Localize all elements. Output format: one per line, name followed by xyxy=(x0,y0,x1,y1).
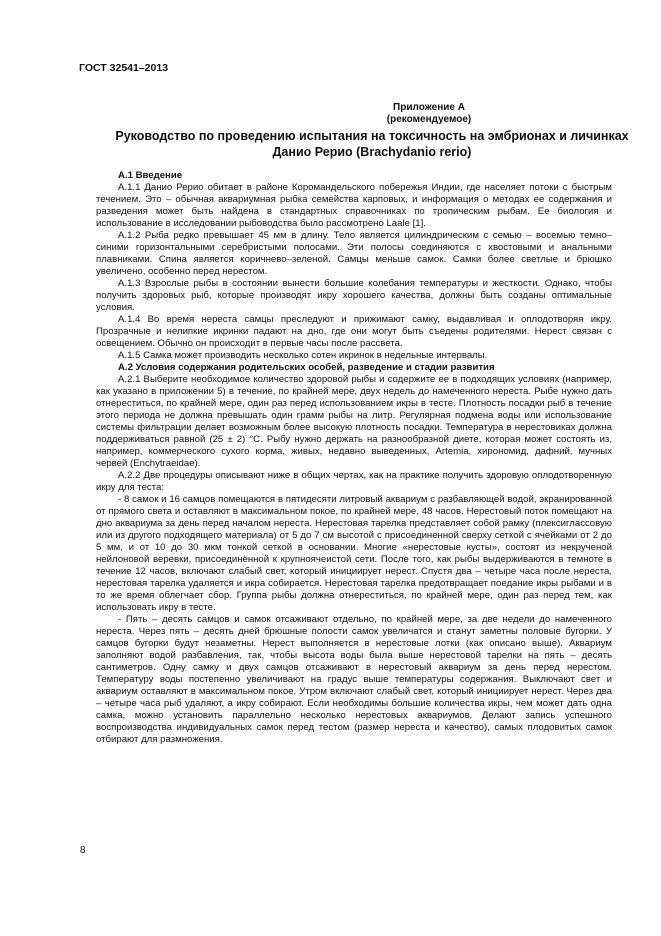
annex-label: Приложение А xyxy=(393,102,465,113)
paragraph-a2-2: А.2.2 Две процедуры описывают ниже в общих чертах, как на практике получить здоровую оплодотворенную икру для теста: xyxy=(96,470,612,493)
annex-title: Руководство по проведению испытания на токсичность на эмбрионах и личинках Данио Рерио (Brachydanio rerio) xyxy=(115,129,629,159)
paragraph-a2-2-procedure-2: - Пять – десять самцов и самок отсаживают отдельно, по крайней мере, за две недели до намеченного нереста. Через пять – десять дней брюшные полости самок увеличатся и станут заметны половые бугорки. У самцов бугорки будут незаметны. Нерест выполняется в нерестовые лотки (как описано выше). Аквариум заполняют водой разбавления, так, чтобы высота воды была выше нерестовой тарелки на пять – десять сантиметров. Одну самку и двух самцов отсаживают в нерестовый аквариум за день перед нерестом. Температуру воды постепенно увеличивают на градус выше температуры содержания. Выключают свет и аквариум оставляют в максимальном покое. Утром включают слабый свет, который инициирует нерест. Через два – четыре часа рыб удаляют, а икру собирают. Если необходимы большие количества икры, чем может дать одна самка, можно установить параллельно несколько нерестовых аквариумов. Делают запись успешного воспроизводства индивидуальных самок перед тестом (размер нереста и качество), самых плодовитых самок отбирают для размножения. xyxy=(96,614,612,745)
annex-header xyxy=(90,102,630,160)
annex-type: (рекомендуемое) xyxy=(386,114,472,125)
document-body xyxy=(96,170,612,746)
paragraph-a2-2-procedure-1: - 8 самок и 16 самцов помещаются в пятидесяти литровый аквариум с разбавляющей водой, экранированной от прямого света и оставляют в максимальном покое, по крайней мере, 48 часов. Нерестовый поток помещают на дно аквариума за день перед началом нереста. Нерестовая тарелка представляет собой рамку (плексигласcовую или из другого подходящего материала) от 5 до 7 см высотой с присоединенной сверху сеткой с ячейками от 2 до 5 мм, и от 10 до 30 мкм тонкой сеткой в основании. Многие «нерестовые кусты», состоят из некрученой нейлоновой веревки, присоединённой к крупноячеистой сети. После того, как рыбы выдерживаются в темноте в течение 12 часов, включают слабый свет, который инициирует нерест. Спустя два – четыре часа после нереста, нерестовая тарелка удаляется и икра собирается. Нерестовая тарелка предотвращает поедание икры рыбами и в то же время облегчает сбор. Группа рыбы должна отнереститься, по крайней мере, один раз перед тем, как использовать икру в тесте. xyxy=(96,494,612,613)
paragraph-a1-2: А.1.2 Рыба редко превышает 45 мм в длину. Тело является цилиндрическим с семью – восемью темно–синими горизонтальными серебристыми полосами. Эти полосы соединяются с хвостовыми и анальными плавниками. Спина является коричнево–зеленой. Самцы меньше самок. Самки более светлые и брюшко увеличено, особенно перед нерестом. xyxy=(96,230,612,277)
paragraph-a1-3: А.1.3 Взрослые рыбы в состоянии вынести большие колебания температуры и жесткости. Однако, чтобы получить здоровых рыб, которые производят икру хорошего качества, должны быть созданы оптимальные условия. xyxy=(96,278,612,313)
paragraph-a1-5: А.1.5 Самка может производить несколько сотен икринок в недельные интервалы. xyxy=(118,350,488,361)
section-heading-a1: А.1 Введение xyxy=(118,170,183,181)
paragraph-a1-4: А.1.4 Во время нереста самцы преследуют и прижимают самку, выдавливая и оплодотворяя икру. Прозрачные и нелипкие икринки падают на дно, где они могут быть съедены родителями. Нерест связан с освещением. Обычно он происходит в первые часы после рассвета. xyxy=(96,314,612,349)
section-heading-a2: А.2 Условия содержания родительских особей, разведение и стадии развития xyxy=(118,362,495,373)
standard-code: ГОСТ 32541–2013 xyxy=(79,62,169,74)
page-number: 8 xyxy=(80,845,86,856)
paragraph-a1-1: А.1.1 Данио Рерио обитает в районе Коромандельского побережья Индии, где населяет потоки с быстрым течением. Это – обычная аквариумная рыбка семейства карповых, и информация о методах ее содержания и разведения может быть найдена в стандартных справочниках по тропическим рыбам. Ее биология и использование в исследовании рыбоводства было рассмотрено Laale [1]. xyxy=(96,182,612,229)
paragraph-a2-1: А.2.1 Выберите необходимое количество здоровой рыбы и содержите ее в подходящих условиях (например, как указано в приложении 5) в течение, по крайней мере, двух недель до намеченного нереста. Рыбе нужно дать отнереститься, по крайней мере, один раз перед использованием икры в тесте. Плотность посадки рыб в течение этого периода не должна превышать один грамм рыбы на литр. Регулярная подмена воды или использование системы фильтрации делает возможным более высокую плотность посадки. Температура в нерестовиках должна поддерживаться равной (25 ± 2) °С. Рыбу нужно держать на разнообразной диете, которая может состоять из, например, коммерческого сухого корма, живых, недавно выведенных, Artemia, хирономид, дафний, мучных червей (Enchytraeidae). xyxy=(96,374,612,469)
